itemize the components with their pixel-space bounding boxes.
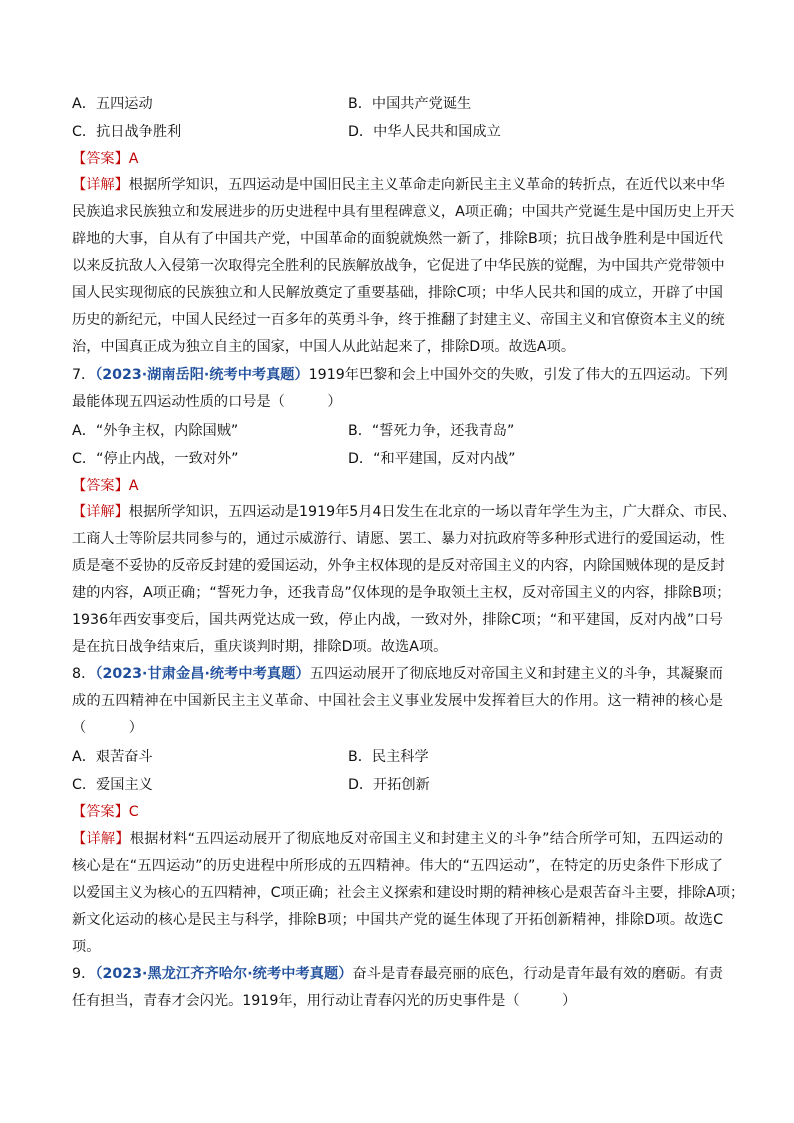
q8-option-b: B．民主科学	[348, 749, 429, 765]
q7-answer	[72, 477, 138, 495]
q9-stem: 9．（2023·黑龙江齐齐哈尔·统考中考真题）奋斗是青春最亮丽的底色，行动是青年最有效的磨砺。有责	[72, 966, 723, 982]
detail-label: 【详解】	[72, 504, 129, 520]
q7-option-d: D．“和平建国，反对内战”	[348, 451, 516, 467]
answer-label: 【答案】	[72, 151, 129, 167]
q8-detail-line: 新文化运动的核心是民主与科学，排除B项；中国共产党的诞生体现了开拓创新精神，排除D项。故选C	[72, 912, 723, 928]
q8-option-c: C．爱国主义	[72, 777, 153, 793]
q7-stem-line: 最能体现五四运动性质的口号是（ ）	[72, 394, 342, 410]
q8-detail-line: 【详解】根据材料“五四运动展开了彻底地反对帝国主义和封建主义的斗争”结合所学可知，五四运动的	[72, 831, 723, 847]
q9-stem-line: 任有担当，青春才会闪光。1919年，用行动让青春闪光的历史事件是（ ）	[72, 993, 577, 1009]
q8-option-d: D．开拓创新	[348, 777, 430, 793]
q8-stem-line: （ ）	[72, 720, 143, 736]
q8-detail-line: 以爱国主义为核心的五四精神，C项正确；社会主义探索和建设时期的精神核心是艰苦奋斗主要，排除A项；	[72, 885, 745, 901]
q6-option-a: A．五四运动	[72, 96, 153, 112]
q7-detail-line: 是在抗日战争结束后，重庆谈判时期，排除D项。故选A项。	[72, 639, 448, 655]
q7-detail-line: 工商人士等阶层共同参与的，通过示威游行、请愿、罢工、暴力对抗政府等多种形式进行的爱国运动，性	[72, 531, 725, 547]
detail-label: 【详解】	[72, 831, 130, 847]
q6-detail-line: 历史的新纪元，中国人民经过一百多年的英勇斗争，终于推翻了封建主义、帝国主义和官僚资本主义的统	[72, 312, 725, 328]
q8-detail-line: 核心是在“五四运动”的历史进程中所形成的五四精神。伟大的“五四运动”，在特定的历史条件下形成了	[72, 858, 723, 874]
q6-option-b: B．中国共产党诞生	[348, 96, 472, 112]
q7-option-b: B．“誓死力争，还我青岛”	[348, 423, 515, 439]
q7-detail-line: 建的内容，A项正确；“誓死力争，还我青岛”仅体现的是争取领土主权，反对帝国主义的内容，排除B项；	[72, 585, 731, 601]
q8-option-a: A．艰苦奋斗	[72, 749, 153, 765]
q7-detail-line: 【详解】根据所学知识，五四运动是1919年5月4日发生在北京的一场以青年学生为主，广大群众、市民、	[72, 504, 737, 520]
q6-detail-line: 辟地的大事，自从有了中国共产党，中国革命的面貌就焕然一新了，排除B项；抗日战争胜利是中国近代	[72, 231, 723, 247]
q7-option-c: C．“停止内战，一致对外”	[72, 451, 239, 467]
q6-detail-line: 【详解】根据所学知识，五四运动是中国旧民主主义革命走向新民主主义革命的转折点，在近代以来中华	[72, 177, 725, 193]
q6-detail-line: 以来反抗敌人入侵第一次取得完全胜利的民族解放战争，它促进了中华民族的觉醒，为中国共产党带领中	[72, 258, 725, 274]
q6-detail-line: 治，中国真正成为独立自主的国家，中国人从此站起来了，排除D项。故选A项。	[72, 339, 576, 355]
q8-detail-line: 项。	[72, 939, 101, 955]
q8-stem-line: 成的五四精神在中国新民主主义革命、中国社会主义事业发展中发挥着巨大的作用。这一精神的核心是	[72, 693, 723, 709]
q6-option-c: C．抗日战争胜利	[72, 124, 182, 140]
answer-label: 【答案】	[72, 804, 129, 820]
q7-detail-line: 质是毫不妥协的反帝反封建的爱国运动，外争主权体现的是反对帝国主义的内容，内除国贼体现的是反封	[72, 558, 725, 574]
q7-stem: 7．（2023·湖南岳阳·统考中考真题）1919年巴黎和会上中国外交的失败，引发了伟大的五四运动。下列	[72, 367, 728, 383]
q7-option-a: A．“外争主权，内除国贼”	[72, 423, 239, 439]
detail-label: 【详解】	[72, 177, 129, 193]
question-source: （2023·湖南岳阳·统考中考真题）	[95, 367, 309, 383]
answer-value: C	[128, 804, 139, 820]
answer-label: 【答案】	[72, 478, 129, 494]
q8-stem: 8．（2023·甘肃金昌·统考中考真题）五四运动展开了彻底地反对帝国主义和封建主义的斗争，其凝聚而	[72, 666, 723, 682]
q6-detail-line: 国人民实现彻底的民族独立和人民解放奠定了重要基础，排除C项；中华人民共和国的成立，开辟了中国	[72, 285, 723, 301]
q7-detail-line: 1936年西安事变后，国共两党达成一致，停止内战，一致对外，排除C项；“和平建国，反对内战”口号	[72, 612, 723, 628]
q8-answer	[72, 803, 139, 821]
q6-answer	[72, 150, 138, 168]
answer-value: A	[128, 478, 139, 494]
q6-option-d: D．中华人民共和国成立	[348, 124, 501, 140]
q6-detail-line: 民族追求民族独立和发展进步的历史进程中具有里程碑意义，A项正确；中国共产党诞生是中国历史上开天	[72, 204, 735, 220]
question-source: （2023·甘肃金昌·统考中考真题）	[95, 666, 310, 682]
answer-value: A	[128, 151, 139, 167]
question-source: （2023·黑龙江齐齐哈尔·统考中考真题）	[95, 966, 353, 982]
